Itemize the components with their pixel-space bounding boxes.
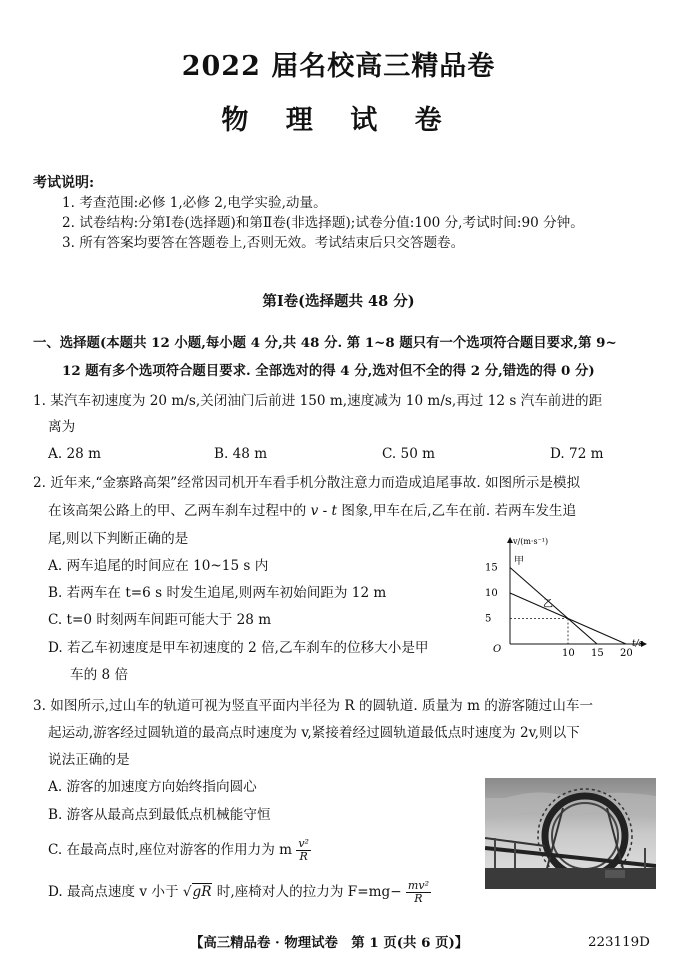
- q2-option-b: B. 若两车在 t=6 s 时发生追尾,则两车初始间距为 12 m: [48, 585, 387, 601]
- q3-option-b: B. 游客从最高点到最低点机械能守恒: [48, 807, 271, 823]
- instructions-heading: 考试说明:: [33, 175, 95, 191]
- exam-title: 2022 届名校高三精品卷: [181, 51, 496, 82]
- q1-stem-line2: 离为: [48, 419, 76, 435]
- q1-option-d: D. 72 m: [550, 446, 604, 462]
- q3-option-d-fraction: [406, 880, 431, 905]
- q2-stem-line2-b: 图象,甲车在后,乙车在前. 若两车发生追: [337, 503, 577, 519]
- q2-stem-line3: 尾,则以下判断正确的是: [48, 531, 189, 547]
- q3-option-d-text2: 时,座椅对人的拉力为 F=mg−: [216, 884, 402, 900]
- q3-stem-line3: 说法正确的是: [48, 752, 130, 768]
- q3-option-d-denominator: R: [414, 892, 423, 905]
- footer-page-info: 【高三精品卷 · 物理试卷 第 1 页(共 6 页)】: [190, 935, 469, 951]
- q3-option-d-numerator: mv²: [407, 879, 429, 892]
- footer-code: 223119D: [588, 935, 650, 950]
- q3-option-c-numerator: v²: [298, 837, 309, 850]
- x-tick-label: 15: [591, 648, 604, 659]
- series-yi-label: 乙: [543, 599, 553, 610]
- q3-option-c-text: C. 在最高点时,座位对游客的作用力为 m: [48, 842, 292, 858]
- section-instruction-line2: 12 题有多个选项符合题目要求. 全部选对的得 4 分,选对但不全的得 2 分,错选的得 0 分): [62, 363, 595, 379]
- series-jia-label: 甲: [514, 556, 524, 567]
- q2-option-c: C. t=0 时刻两车间距可能大于 28 m: [48, 612, 272, 628]
- roller-coaster-photo: [485, 778, 656, 889]
- vt-graph: [476, 532, 656, 660]
- q2-stem-line1: 2. 近年来,“金寨路高架”经常因司机开车看手机分散注意力而造成追尾事故. 如图所示是模拟: [33, 475, 581, 491]
- y-tick-label: 15: [485, 562, 498, 574]
- q1-option-b: B. 48 m: [214, 446, 268, 462]
- y-axis-label: v/(m·s⁻¹): [513, 537, 549, 546]
- q3-option-d-sqrt: gR: [192, 884, 212, 900]
- x-tick-label: 20: [620, 648, 633, 659]
- q3-option-c-fraction: [296, 838, 311, 863]
- q3-stem-line2: 起运动,游客经过圆轨道的最高点时速度为 v,紧接着经过圆轨道最低点时速度为 2v,则以下: [48, 725, 580, 741]
- instruction-item-3: 3. 所有答案均要答在答题卷上,否则无效。考试结束后只交答题卷。: [62, 235, 465, 251]
- q3-option-a: A. 游客的加速度方向始终指向圆心: [48, 779, 257, 795]
- q3-option-d: D. 最高点速度 v 小于 √gR 时,座椅对人的拉力为 F=mg− $\frac{\text{mv²}}{R}$: [48, 879, 429, 905]
- q2-option-d-line1: D. 若乙车初速度是甲车初速度的 2 倍,乙车刹车的位移大小是甲: [48, 640, 429, 656]
- q2-stem-line2-a: 在该高架公路上的甲、乙两车刹车过程中的: [48, 503, 311, 519]
- y-tick-label: 10: [485, 588, 498, 599]
- section-instruction-line1: 一、选择题(本题共 12 小题,每小题 4 分,共 48 分. 第 1~8 题只有一个选项符合题目要求,第 9~: [33, 335, 617, 351]
- instruction-item-1: 1. 考查范围:必修 1,必修 2,电学实验,动量。: [62, 195, 327, 211]
- x-axis-label: t/s: [632, 639, 644, 649]
- q2-option-a: A. 两车追尾的时间应在 10~15 s 内: [48, 558, 269, 574]
- q1-option-a: A. 28 m: [48, 446, 101, 462]
- q1-option-c: C. 50 m: [382, 446, 436, 462]
- q3-option-d-text1: D. 最高点速度 v 小于: [48, 884, 179, 900]
- origin-label: O: [493, 644, 502, 655]
- q3-option-c: [48, 835, 311, 865]
- q3-stem-line1: 3. 如图所示,过山车的轨道可视为竖直平面内半径为 R 的圆轨道. 质量为 m 的游客随过山车一: [33, 698, 594, 714]
- q2-option-d-line2: 车的 8 倍: [70, 667, 129, 683]
- y-tick-label: 5: [485, 613, 492, 625]
- q2-stem-line2: [48, 502, 576, 520]
- instruction-item-2: 2. 试卷结构:分第Ⅰ卷(选择题)和第Ⅱ卷(非选择题);试卷分值:100 分,考试时间:90 分钟。: [62, 215, 584, 231]
- q3-option-c-denominator: R: [299, 850, 308, 863]
- part1-title: 第Ⅰ卷(选择题共 48 分): [262, 293, 415, 310]
- x-tick-label: 10: [562, 648, 575, 659]
- series-jia-line: [510, 568, 597, 645]
- q1-stem-line1: 1. 某汽车初速度为 20 m/s,关闭油门后前进 150 m,速度减为 10 m/s,再过 12 s 汽车前进的距: [33, 393, 603, 409]
- q2-vt-symbol: v - t: [310, 503, 337, 519]
- subject-title: 物 理 试 卷: [221, 105, 456, 136]
